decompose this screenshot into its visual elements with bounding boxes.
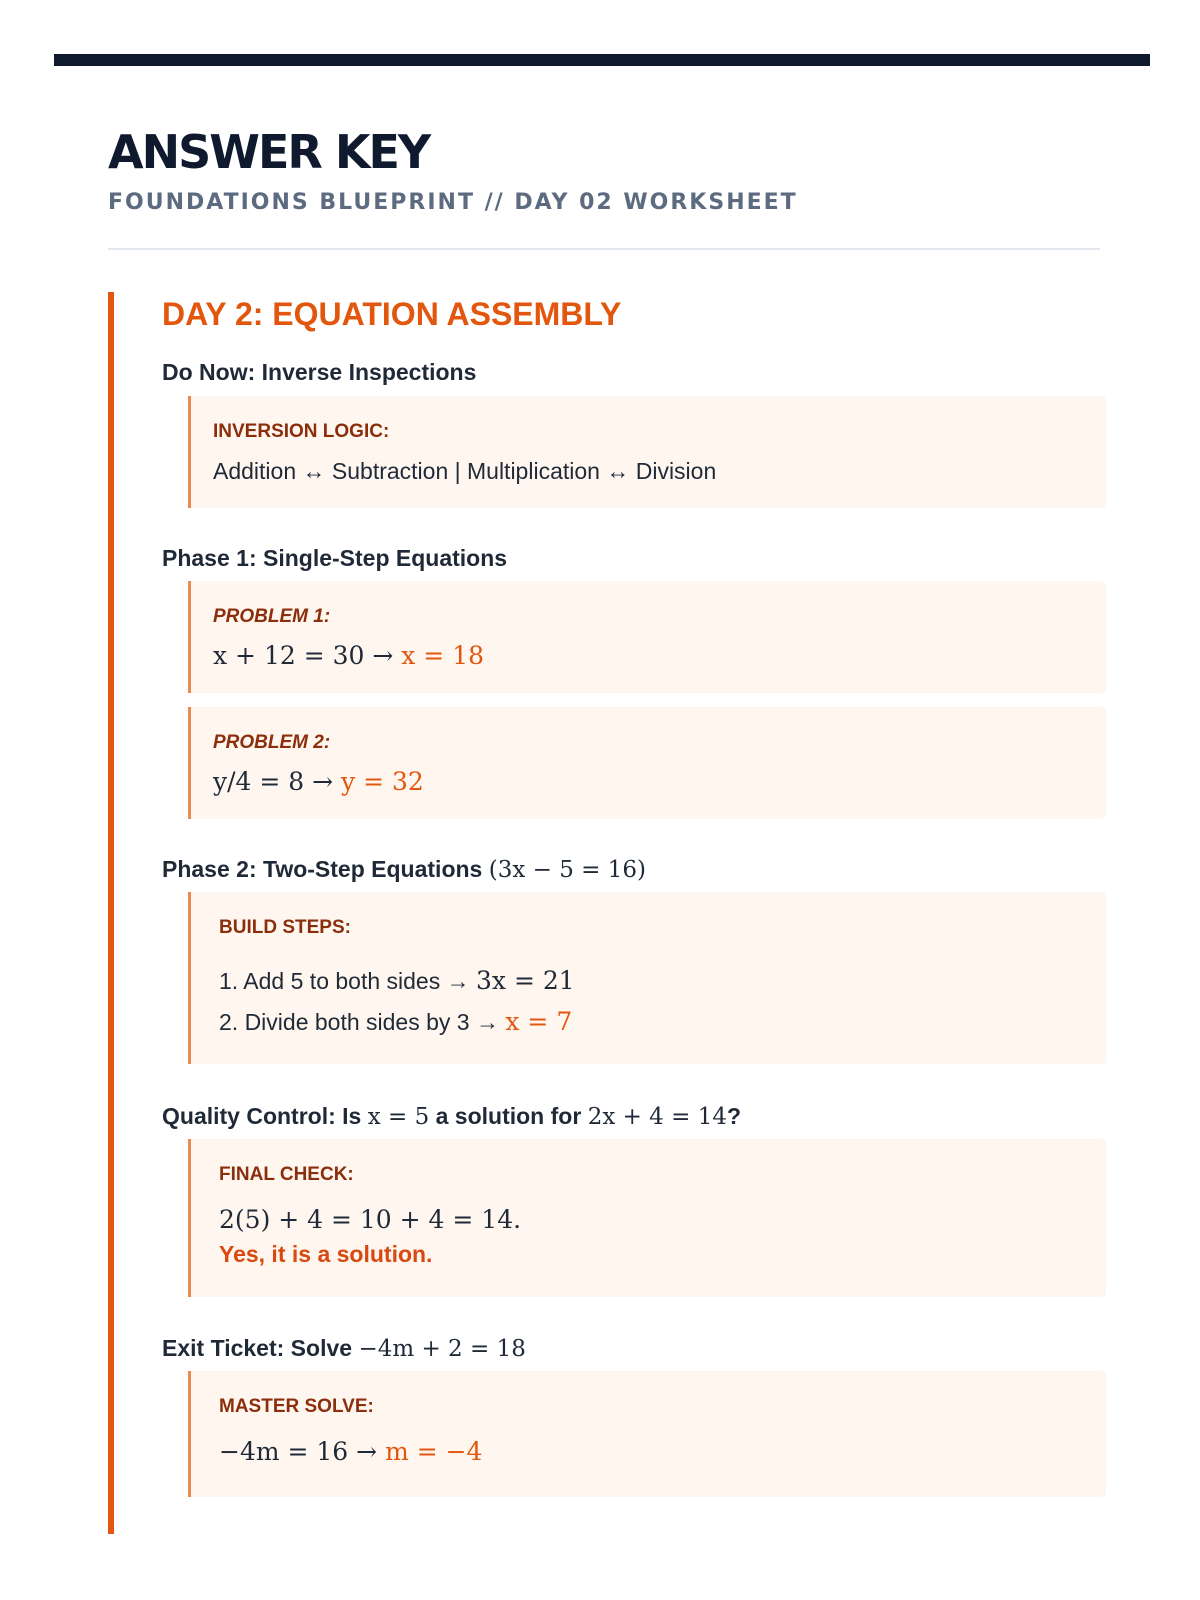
header-divider [108,248,1100,250]
build-step-2 [219,1005,572,1039]
problem1-equation: x + 12 = 30 → [213,641,394,670]
exit-label-row [162,1332,526,1365]
inversion-logic-box [188,396,1106,508]
phase2-label: Phase 2: Two-Step Equations [162,856,483,882]
quality-label-a: Quality Control: Is [162,1103,362,1129]
quality-label-row [162,1100,741,1133]
header [108,124,1100,218]
quality-label-math-b: 2x + 4 = 14 [587,1104,727,1130]
problem1-heading: PROBLEM 1: [213,606,331,627]
quality-label-c: ? [726,1103,742,1129]
page-subtitle: FOUNDATIONS BLUEPRINT // DAY 02 WORKSHEET [108,190,798,215]
page-title: ANSWER KEY [108,125,430,179]
day2-section [108,292,1100,1534]
build-steps-heading: BUILD STEPS: [219,917,351,938]
phase1-label: Phase 1: Single-Step Equations [162,545,508,571]
final-check-equation: 2(5) + 4 = 10 + 4 = 14. [219,1205,522,1234]
master-solve-line [219,1435,482,1469]
build-step-2-answer: x = 7 [505,1007,573,1036]
problem2-box [188,707,1106,819]
build-step-1-math: 3x = 21 [476,966,575,995]
final-check-verdict: Yes, it is a solution. [219,1241,433,1267]
master-solve-heading: MASTER SOLVE: [219,1396,374,1417]
final-check-box [188,1139,1106,1297]
exit-label-math: −4m + 2 = 18 [358,1336,526,1362]
final-check-heading: FINAL CHECK: [219,1164,354,1185]
phase2-label-row [162,853,646,886]
problem2-answer: y = 32 [341,767,424,796]
build-step-1 [219,964,575,998]
inversion-logic-text: Addition ↔ Subtraction | Multiplication ↔ Division [213,458,717,484]
problem2-heading: PROBLEM 2: [213,732,331,753]
master-solve-equation: −4m = 16 → [219,1437,378,1466]
master-solve-answer: m = −4 [385,1437,483,1466]
inversion-logic-heading: INVERSION LOGIC: [213,421,390,442]
do-now-label: Do Now: Inverse Inspections [162,359,477,385]
build-step-2-text: 2. Divide both sides by 3 → [219,1009,499,1035]
problem1-box [188,581,1106,693]
problem1-line [213,639,484,673]
phase2-label-math: (3x − 5 = 16) [488,857,646,883]
problem2-equation: y/4 = 8 → [213,767,334,796]
build-steps-box [188,892,1106,1064]
problem2-line [213,765,424,799]
top-rule [54,54,1150,66]
problem1-answer: x = 18 [401,641,485,670]
master-solve-box [188,1371,1106,1497]
build-step-1-text: 1. Add 5 to both sides → [219,968,470,994]
section-title: DAY 2: EQUATION ASSEMBLY [162,296,622,332]
exit-label: Exit Ticket: Solve [162,1335,353,1361]
quality-label-b: a solution for [435,1103,582,1129]
quality-label-math-a: x = 5 [367,1104,430,1130]
